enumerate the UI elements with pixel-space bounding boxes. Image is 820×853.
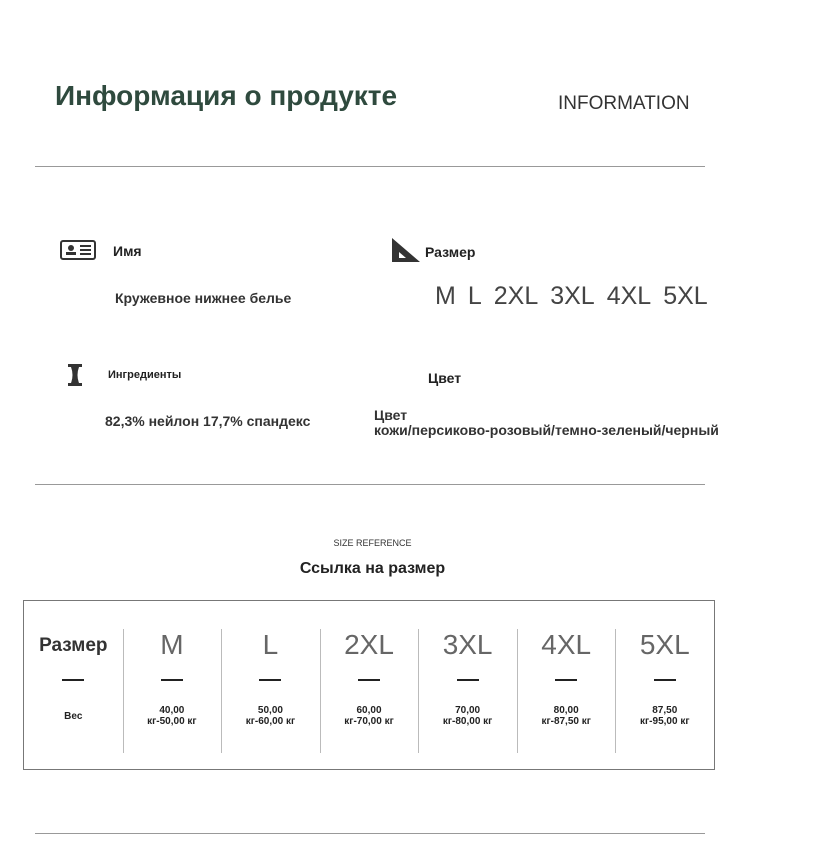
size-option: L xyxy=(467,282,482,310)
page-title: Информация о продукте xyxy=(55,80,398,111)
dash xyxy=(358,679,380,681)
color-value-line: Цвет xyxy=(374,407,408,423)
color-value-line: кожи/персиково-розовый/темно-зеленый/черный xyxy=(374,422,719,438)
size-label: Размер xyxy=(425,244,476,260)
page-subtitle: INFORMATION xyxy=(558,93,690,114)
size-option: 3XL xyxy=(550,282,595,310)
dash xyxy=(62,679,84,681)
weight-cell: 87,50 кг-95,00 кг xyxy=(640,705,690,727)
ingredients-label: Ингредиенты xyxy=(108,369,182,381)
size-column xyxy=(615,601,714,769)
size-column xyxy=(517,601,616,769)
size-option: 4XL xyxy=(606,282,652,310)
weight-cell: 50,00 кг-60,00 кг xyxy=(245,705,296,727)
size-column xyxy=(123,601,222,769)
dash xyxy=(555,679,577,681)
id-card-icon xyxy=(60,240,96,260)
divider xyxy=(35,166,705,167)
color-label: Цвет xyxy=(428,370,462,386)
spool-icon xyxy=(68,364,82,386)
weight-cell: 70,00 кг-80,00 кг xyxy=(442,705,493,727)
divider xyxy=(35,833,705,834)
size-column xyxy=(320,601,419,769)
table-header-column xyxy=(24,601,123,769)
ingredients-value: 82,3% нейлон 17,7% спандекс xyxy=(105,413,311,429)
triangle-ruler-icon xyxy=(390,236,422,264)
size-cell: 3XL xyxy=(442,629,493,660)
size-cell: L xyxy=(262,629,279,660)
size-reference-caption: SIZE REFERENCE xyxy=(333,538,412,548)
size-option: M xyxy=(435,282,456,310)
weight-cell: 40,00 кг-50,00 кг xyxy=(147,705,197,727)
size-cell: 5XL xyxy=(639,629,690,660)
size-cell: M xyxy=(160,629,184,660)
size-reference-title: Ссылка на размер xyxy=(299,560,446,577)
size-column xyxy=(221,601,320,769)
dash xyxy=(654,679,676,681)
name-label: Имя xyxy=(113,243,142,259)
divider xyxy=(35,484,705,485)
size-table xyxy=(23,600,715,770)
size-cell: 2XL xyxy=(344,629,394,660)
weight-row-label: Вес xyxy=(64,711,83,722)
size-cell: 4XL xyxy=(541,629,592,660)
weight-cell: 60,00 кг-70,00 кг xyxy=(344,705,394,727)
size-row-label: Размер xyxy=(39,635,108,656)
dash xyxy=(457,679,479,681)
size-list xyxy=(435,282,720,311)
size-option: 2XL xyxy=(493,282,539,310)
dash xyxy=(259,679,281,681)
weight-cell: 80,00 кг-87,50 кг xyxy=(541,705,591,727)
color-value xyxy=(374,408,719,438)
size-option: 5XL xyxy=(663,282,708,310)
dash xyxy=(161,679,183,681)
name-value: Кружевное нижнее белье xyxy=(115,290,292,306)
size-column xyxy=(418,601,517,769)
